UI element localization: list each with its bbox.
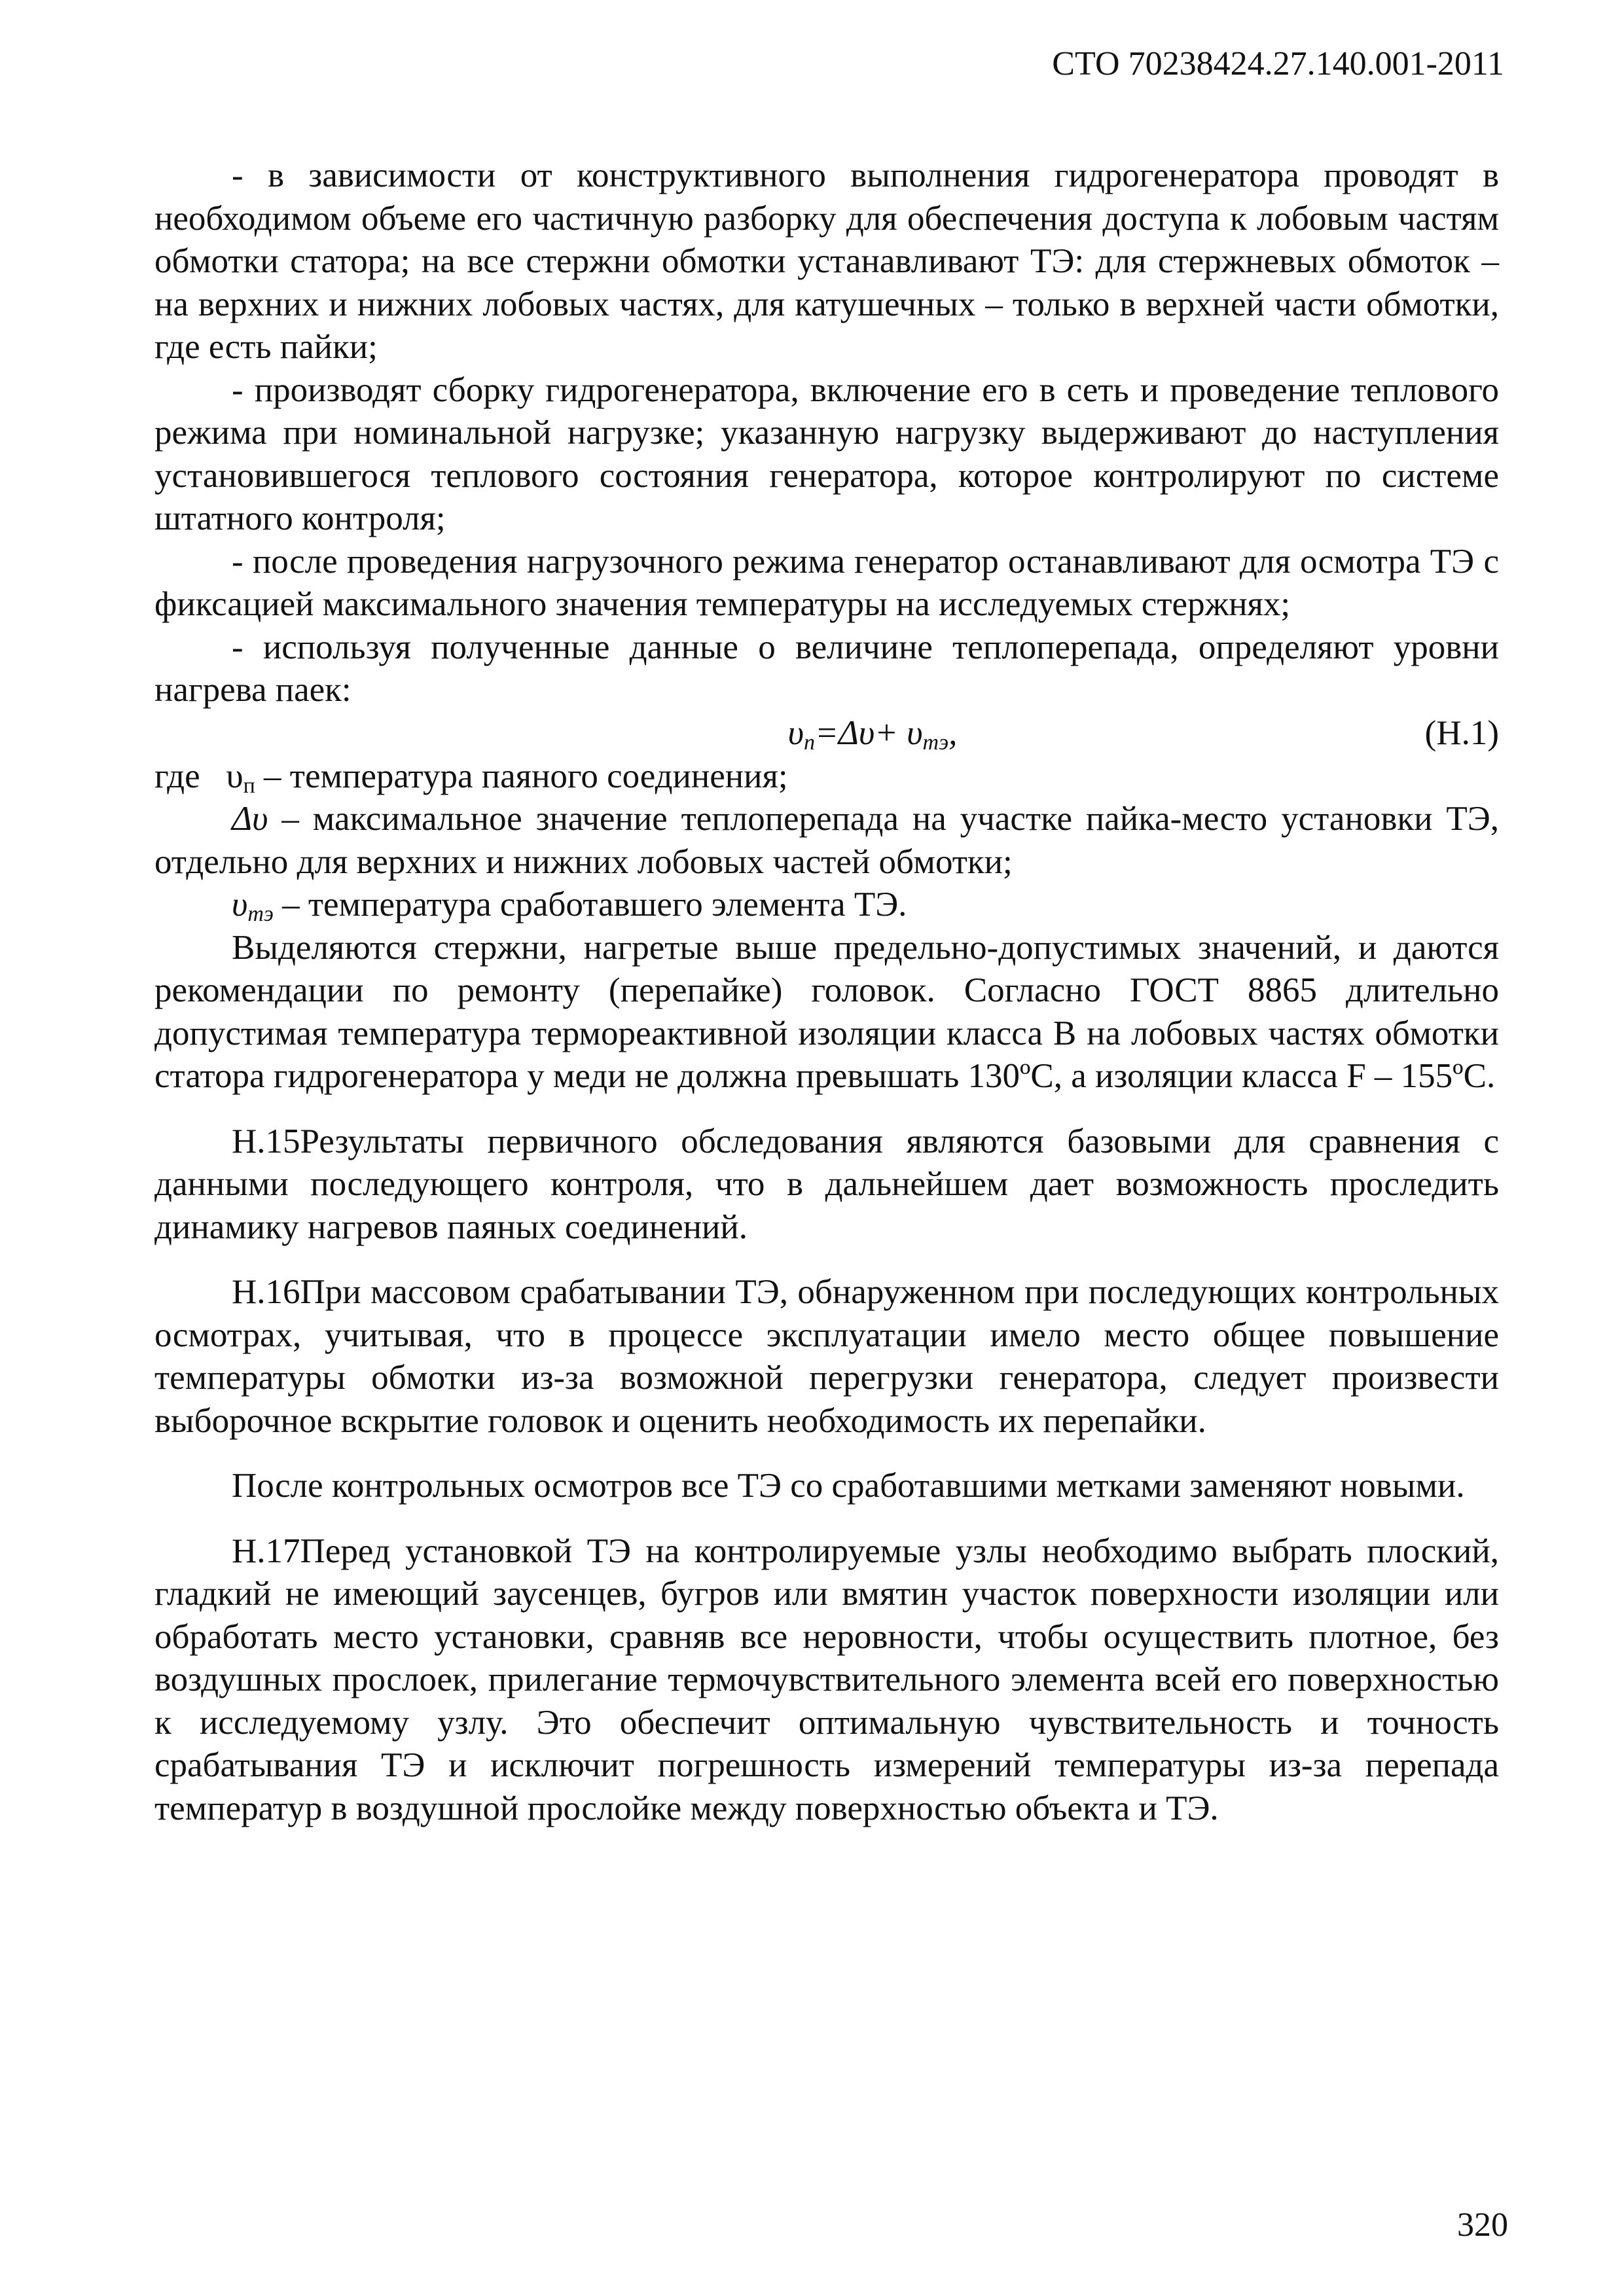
where-solder-temp: где $\upsilon_п$ – температура паяного соединения; bbox=[154, 757, 788, 798]
bullet-disassembly: - в зависимости от конструктивного выполнения гидрогенератора проводят в необходимом объеме его частичную разборку для обеспечения доступа к лобовым частям обмотки статора; на все стержни обмотки устанавливают ТЭ: для стержневых обмоток – на верхних и нижних лобовых частях, для катушечных – только в верхней части обмотки, где есть пайки; bbox=[154, 156, 1499, 366]
bullet-assembly: - производят сборку гидрогенератора, включение его в сеть и проведение теплового режима при номинальной нагрузке; указанную нагрузку выдерживают до наступления установившегося теплового состояния генератора, которое контролируют по системе штатного контроля; bbox=[154, 370, 1499, 537]
clause-h17: Н.17Перед установкой ТЭ на контролируемые узлы необходимо выбрать плоский, гладкий не имеющий заусенцев, бугров или вмятин участок поверхности изоляции или обработать место установки, сравняв все неровности, чтобы осуществить плотное, без воздушных прослоек, прилегание термочувствительного элемента всей его поверхностью к исследуемому узлу. Это обеспечит оптимальную чувствительность и точность срабатывания ТЭ и исключит погрешность измерений температуры из-за перепада температур в воздушной прослойке между поверхностью объекта и ТЭ. bbox=[154, 1532, 1499, 1827]
formula-number: (Н.1) bbox=[1424, 713, 1499, 752]
page-body bbox=[154, 154, 1499, 1830]
bullet-stop-inspection: - после проведения нагрузочного режима генератор останавливают для осмотра ТЭ с фиксацией максимального значения температуры на исследуемых стержнях; bbox=[154, 542, 1499, 623]
where-temp-difference: Δυ – максимальное значение теплоперепада на участке пайка-место установки ТЭ, отдельно для верхних и нижних лобовых частей обмотки; bbox=[154, 800, 1499, 881]
paragraph-temperature-limits: Выделяются стержни, нагретые выше предельно-допустимых значений, и даются рекомендации по ремонту (перепайке) головок. Согласно ГОСТ 8865 длительно допустимая температура термореактивной изоляции класса В на лобовых частях обмотки статора гидрогенератора у меди не должна превышать 130ºС, а изоляции класса F – 155ºС. bbox=[154, 928, 1499, 1095]
paragraph-after-control: После контрольных осмотров все ТЭ со сработавшими метками заменяют новыми. bbox=[232, 1467, 1465, 1505]
clause-h16: Н.16При массовом срабатывании ТЭ, обнаруженном при последующих контрольных осмотрах, учитывая, что в процессе эксплуатации имело место общее повышение температуры обмотки из-за возможной перегрузки генератора, следует произвести выборочное вскрытие головок и оценить необходимость их перепайки. bbox=[154, 1273, 1499, 1440]
where-element-temp: $\upsilon_{тэ}$ – температура сработавшего элемента ТЭ. bbox=[232, 886, 907, 926]
formula-expression: $\upsilon_п=\Delta\upsilon+ \upsilon_{тэ}$, bbox=[787, 713, 958, 755]
clause-h15: Н.15Результаты первичного обследования являются базовыми для сравнения с данными последующего контроля, что в дальнейшем дает возможность проследить динамику нагревов паяных соединений. bbox=[154, 1122, 1499, 1246]
document-code: СТО 70238424.27.140.001-2011 bbox=[1052, 45, 1504, 82]
formula-h1 bbox=[154, 712, 1499, 755]
page-number: 320 bbox=[1457, 2206, 1508, 2244]
bullet-heating-levels: - используя полученные данные о величине теплоперепада, определяют уровни нагрева паек: bbox=[154, 628, 1499, 709]
